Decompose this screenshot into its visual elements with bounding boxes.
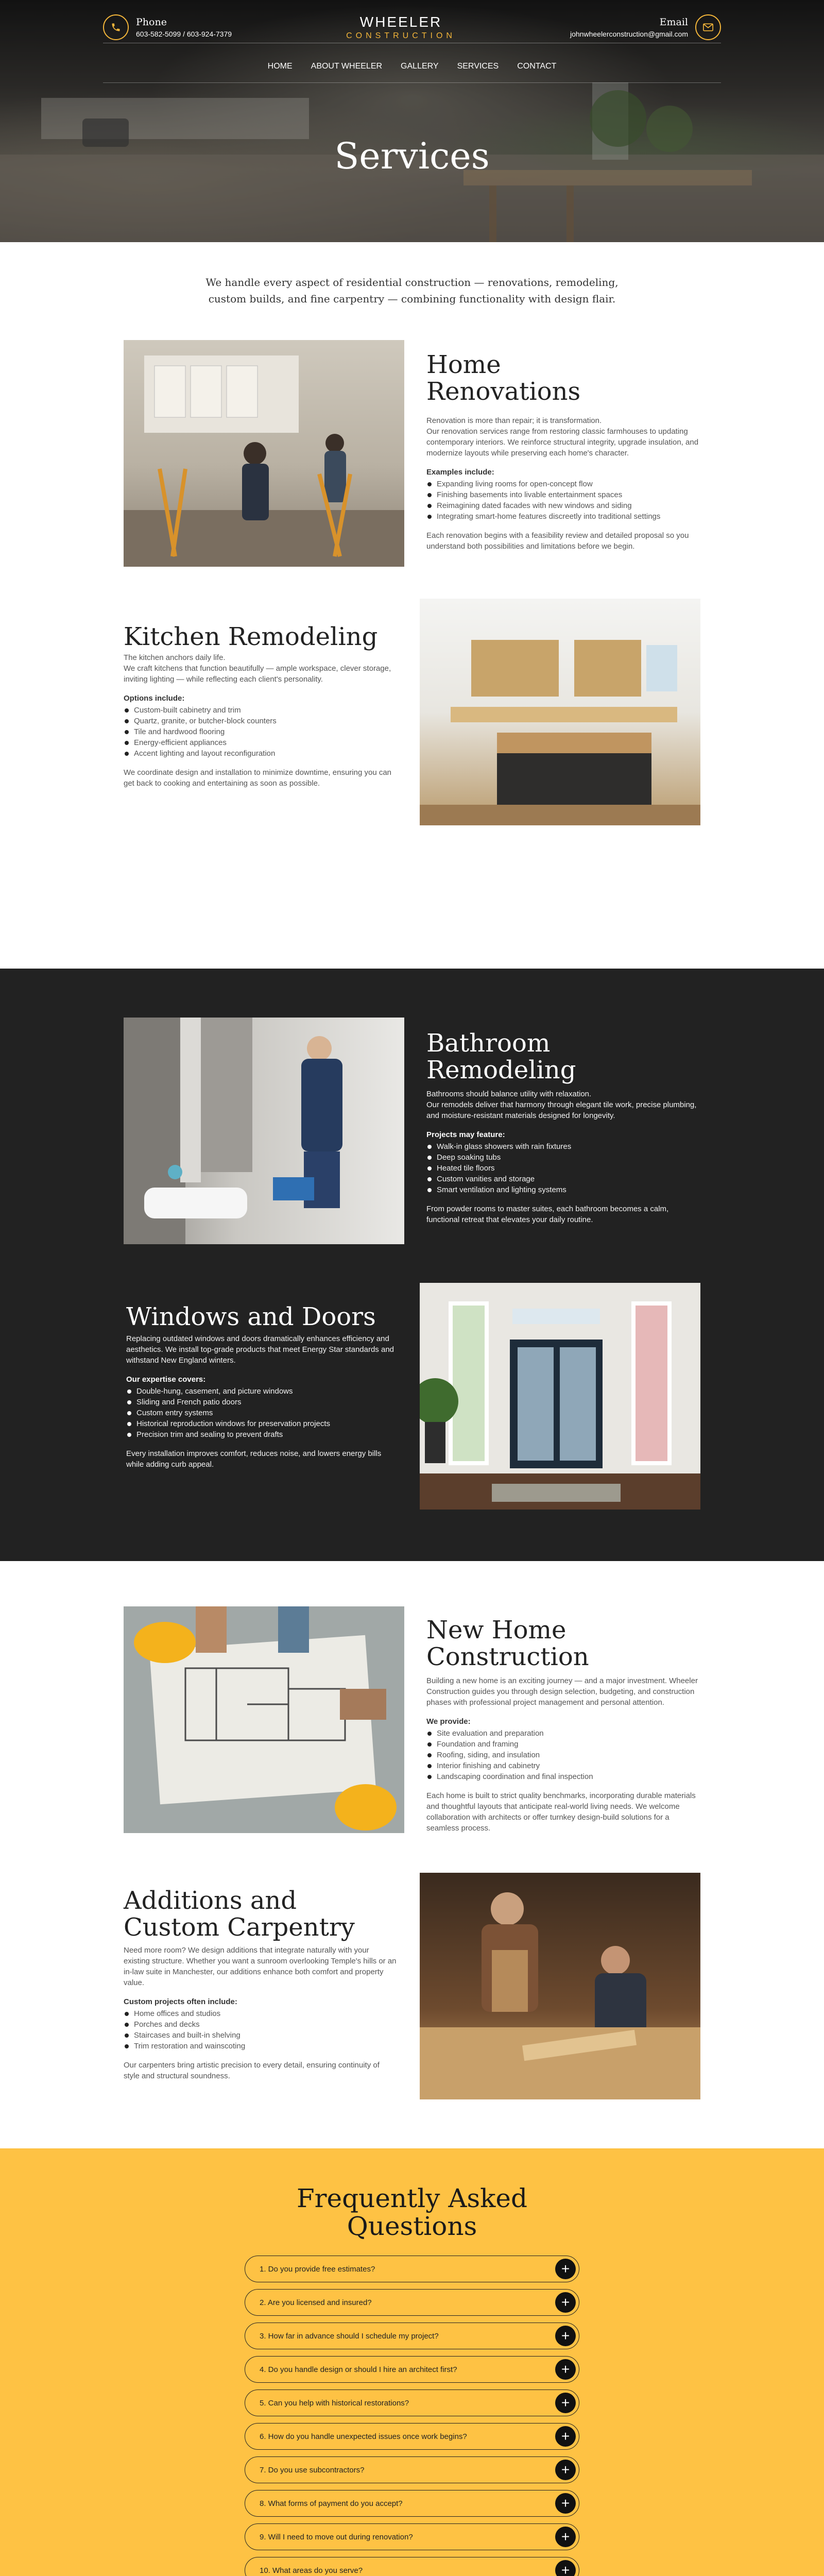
list-item: Sliding and French patio doors [126, 1397, 399, 1408]
faq-item[interactable] [245, 2356, 579, 2383]
service-title: Bathroom Remodeling [426, 1029, 576, 1084]
page-title: Services [334, 135, 490, 177]
service-intro: Bathrooms should balance utility with relaxation. [426, 1090, 592, 1098]
faq-title: Frequently Asked Questions [296, 2183, 528, 2241]
service-list-title: We provide: [426, 1717, 471, 1726]
plus-icon[interactable]: + [555, 2426, 576, 2447]
services-block-1 [0, 340, 824, 969]
service-list-title: Our expertise covers: [126, 1375, 206, 1384]
blueprint-photo [124, 1606, 404, 1833]
faq-question: 10. What areas do you serve? [260, 2566, 363, 2575]
kitchen-photo [420, 599, 700, 825]
list-item: Landscaping coordination and final inspection [426, 1771, 700, 1782]
faq-question: 8. What forms of payment do you accept? [260, 2499, 403, 2508]
faq-item[interactable] [245, 2256, 579, 2282]
faq-item[interactable] [245, 2456, 579, 2483]
list-item: Expanding living rooms for open-concept flow [426, 479, 700, 489]
service-closing: Each renovation begins with a feasibility review and detailed proposal so you understand both possibilities and limitations before we begin. [426, 531, 689, 551]
service-list-title: Examples include: [426, 468, 494, 477]
service-intro: Replacing outdated windows and doors dramatically enhances efficiency and aesthetics. We install top-grade products that meet Energy Star standards and withstand New England winters. [126, 1334, 394, 1365]
plus-icon[interactable]: + [555, 2259, 576, 2279]
service-description: Our remodels deliver that harmony through elegant tile work, precise plumbing, and moisture-resistant materials designed for longevity. [426, 1100, 697, 1120]
service-closing: Each home is built to strict quality benchmarks, incorporating durable materials and thoughtful layouts that anticipate real-world living needs. We welcome collaboration with architects or offer turnkey design-build solutions for a seamless process. [426, 1791, 696, 1833]
hero [0, 0, 824, 242]
service-list [426, 479, 700, 522]
service-intro: Renovation is more than repair; it is transformation. [426, 416, 602, 425]
service-title: Additions and Custom Carpentry [124, 1886, 355, 1942]
service-intro: Need more room? We design additions that integrate naturally with your existing structure. Whether you want a sunroom overlooking Temple's hills or an in-law suite in Manchester, our additions enhance both comfort and property value. [124, 1946, 397, 1987]
carpentry-photo [420, 1873, 700, 2099]
services-block-2 [0, 969, 824, 1561]
renovation-text [426, 351, 700, 552]
faq-item[interactable] [245, 2289, 579, 2316]
email-label: Email [659, 16, 688, 28]
new-home-text [426, 1617, 700, 1834]
list-item: Trim restoration and wainscoting [124, 2041, 397, 2052]
faq-question: 4. Do you handle design or should I hire an architect first? [260, 2365, 457, 2374]
intro-line-2: custom builds, and fine carpentry — combining functionality with design flair. [208, 293, 616, 305]
plus-icon[interactable]: + [555, 2393, 576, 2413]
top-contact-bar [103, 11, 721, 43]
nav-about[interactable]: ABOUT WHEELER [311, 62, 383, 71]
intro-text [0, 242, 824, 340]
service-kitchen-remodeling [124, 599, 700, 825]
faq-question: 6. How do you handle unexpected issues once work begins? [260, 2432, 467, 2441]
brand-logo[interactable] [346, 14, 456, 41]
list-item: Roofing, siding, and insulation [426, 1750, 700, 1760]
list-item: Finishing basements into livable entertainment spaces [426, 489, 700, 500]
list-item: Deep soaking tubs [426, 1152, 700, 1163]
nav-divider [103, 82, 721, 83]
list-item: Accent lighting and layout reconfiguration [124, 748, 391, 759]
list-item: Quartz, granite, or butcher-block counters [124, 716, 391, 726]
service-title: Home Renovations [426, 350, 581, 406]
kitchen-text [124, 623, 391, 789]
faq-question: 9. Will I need to move out during renovation? [260, 2532, 413, 2541]
bathroom-text [426, 1030, 700, 1225]
list-item: Tile and hardwood flooring [124, 726, 391, 737]
faq-item[interactable] [245, 2389, 579, 2416]
list-item: Foundation and framing [426, 1739, 700, 1750]
nav-contact[interactable]: CONTACT [517, 62, 557, 71]
list-item: Walk-in glass showers with rain fixtures [426, 1141, 700, 1152]
service-list [126, 1386, 399, 1440]
list-item: Interior finishing and cabinetry [426, 1760, 700, 1771]
email-value[interactable]: johnwheelerconstruction@gmail.com [570, 29, 688, 38]
windows-doors-photo [420, 1283, 700, 1510]
list-item: Energy-efficient appliances [124, 737, 391, 748]
plus-icon[interactable]: + [555, 2560, 576, 2576]
plus-icon[interactable]: + [555, 2292, 576, 2313]
faq-item[interactable] [245, 2523, 579, 2550]
brand-subtitle: CONSTRUCTION [346, 31, 456, 40]
plus-icon[interactable]: + [555, 2527, 576, 2547]
service-list [426, 1141, 700, 1195]
faq-list [245, 2256, 579, 2576]
plus-icon[interactable]: + [555, 2460, 576, 2480]
service-description: We craft kitchens that function beautifully — ample workspace, clever storage, inviting lighting — while reflecting each client's personality. [124, 664, 391, 684]
bathroom-photo [124, 1018, 404, 1244]
service-new-home-construction [124, 1606, 700, 1833]
service-windows-doors [124, 1283, 700, 1510]
brand-name: WHEELER [359, 13, 442, 30]
nav-gallery[interactable]: GALLERY [401, 62, 439, 71]
service-title: Windows and Doors [126, 1302, 376, 1331]
service-list [124, 705, 391, 759]
plus-icon[interactable]: + [555, 2493, 576, 2514]
list-item: Heated tile floors [426, 1163, 700, 1174]
service-bathroom-remodeling [124, 1018, 700, 1244]
list-item: Precision trim and sealing to prevent drafts [126, 1429, 399, 1440]
plus-icon[interactable]: + [555, 2359, 576, 2380]
main-nav [0, 62, 824, 71]
list-item: Reimagining dated facades with new windows and siding [426, 500, 700, 511]
renovation-photo [124, 340, 404, 567]
service-intro: Building a new home is an exciting journey — and a major investment. Wheeler Construction guides you through design selection, budgeting, and construction phases with professional project management and personal attention. [426, 1676, 698, 1707]
intro-line-1: We handle every aspect of residential construction — renovations, remodeling, [205, 276, 619, 289]
service-additions-carpentry [124, 1873, 700, 2099]
phone-label: Phone [136, 16, 167, 28]
nav-home[interactable]: HOME [267, 62, 293, 71]
faq-question: 5. Can you help with historical restorations? [260, 2398, 409, 2408]
faq-item[interactable] [245, 2423, 579, 2450]
phone-icon [103, 14, 129, 40]
service-description: Our renovation services range from restoring classic farmhouses to updating contemporary interiors. We reinforce structural integrity, upgrade insulation, and modernize layouts while preserving each home's character. [426, 427, 699, 457]
list-item: Double-hung, casement, and picture windows [126, 1386, 399, 1397]
list-item: Porches and decks [124, 2019, 397, 2030]
service-title: New Home Construction [426, 1616, 589, 1671]
service-home-renovations [124, 340, 700, 567]
faq-item[interactable] [245, 2490, 579, 2517]
service-list [124, 2008, 397, 2052]
list-item: Integrating smart-home features discreetly into traditional settings [426, 511, 700, 522]
list-item: Historical reproduction windows for preservation projects [126, 1418, 399, 1429]
list-item: Home offices and studios [124, 2008, 397, 2019]
service-list [426, 1728, 700, 1782]
faq-section [0, 2148, 824, 2576]
list-item: Custom-built cabinetry and trim [124, 705, 391, 716]
faq-question: 7. Do you use subcontractors? [260, 2465, 365, 2475]
faq-item[interactable] [245, 2323, 579, 2349]
nav-services[interactable]: SERVICES [457, 62, 499, 71]
service-title: Kitchen Remodeling [124, 622, 378, 651]
list-item: Custom vanities and storage [426, 1174, 700, 1184]
service-list-title: Custom projects often include: [124, 1997, 237, 2006]
service-closing: We coordinate design and installation to minimize downtime, ensuring you can get back to cooking and entertaining as soon as possible. [124, 768, 392, 788]
service-list-title: Projects may feature: [426, 1130, 505, 1139]
faq-question: 1. Do you provide free estimates? [260, 2264, 375, 2274]
list-item: Smart ventilation and lighting systems [426, 1184, 700, 1195]
service-closing: Every installation improves comfort, reduces noise, and lowers energy bills while adding curb appeal. [126, 1449, 382, 1469]
list-item: Staircases and built-in shelving [124, 2030, 397, 2041]
phone-value[interactable]: 603-582-5099 / 603-924-7379 [136, 29, 232, 38]
windows-text [126, 1303, 399, 1470]
faq-item[interactable] [245, 2557, 579, 2576]
phone-contact[interactable] [103, 14, 232, 40]
service-closing: Our carpenters bring artistic precision to every detail, ensuring continuity of style and structural soundness. [124, 2061, 380, 2080]
services-block-3 [0, 1561, 824, 2148]
list-item: Site evaluation and preparation [426, 1728, 700, 1739]
service-closing: From powder rooms to master suites, each bathroom becomes a calm, functional retreat that elevates your daily routine. [426, 1205, 669, 1224]
carpentry-text [124, 1887, 397, 2081]
email-contact[interactable] [570, 14, 721, 40]
plus-icon[interactable]: + [555, 2326, 576, 2346]
service-intro: The kitchen anchors daily life. [124, 653, 226, 662]
service-list-title: Options include: [124, 694, 185, 703]
faq-question: 3. How far in advance should I schedule my project? [260, 2331, 439, 2341]
faq-question: 2. Are you licensed and insured? [260, 2298, 372, 2307]
list-item: Custom entry systems [126, 1408, 399, 1418]
mail-icon [695, 14, 721, 40]
